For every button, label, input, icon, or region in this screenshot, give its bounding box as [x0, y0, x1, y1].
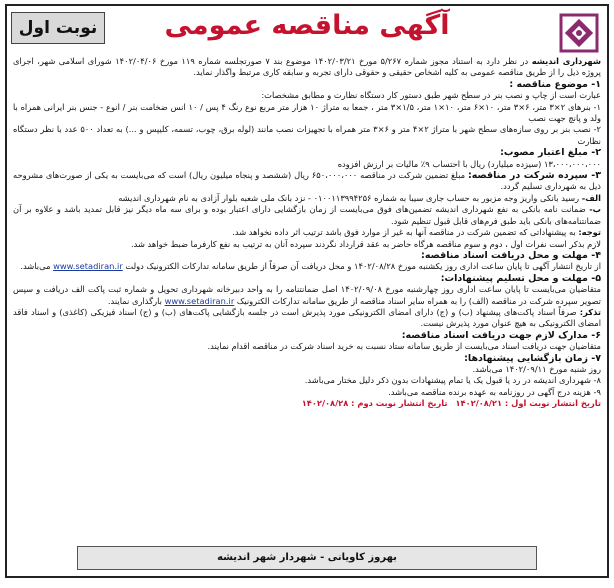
- section-2-text: ۱۳،۰۰۰،۰۰۰،۰۰۰ (سیزده میلیارد) ریال با احتساب ۹٪ مالیات بر ارزش افزوده: [337, 158, 601, 169]
- section-4-text-b: می‌باشد.: [20, 261, 54, 272]
- notice-title: آگهی مناقصه عمومی: [164, 10, 450, 41]
- section-5-note: [13, 307, 601, 330]
- section-3-alef-label: الف-: [581, 192, 601, 203]
- section-3-note-label: توجه:: [578, 227, 601, 238]
- section-5-text-a: متقاضیان می‌بایست تا پایان ساعت اداری روز چهارشنبه مورخ ۱۴۰۲/۰۹/۰۸ اصل ضمانتنامه را به واحد دبیرخانه شهرداری تحویل و شماره ثبت پاکت الف دریافت و سپس تصویر سپرده شرکت در مناقصه (الف) را به همراه سایر اسناد مناقصه از طریق سامانه تدارکات الکترونیک: [13, 284, 601, 306]
- section-6-text: متقاضیان جهت دریافت اسناد می‌بایست از طریق سامانه ستاد نسبت به خرید اسناد شرکت در مناقصه اقدام نمایند.: [207, 341, 601, 352]
- section-1-item-2: ۲- نصب بنر بر روی سازه‌های سطح شهر با متراژ ۲×۴ متر و ۶×۳ متر همراه با تجهیزات نصب مانند (لوله برق، چوب، تسمه، کلیپس و ...) به تعداد ۵۰۰ عدد با نظر دستگاه نظارت: [13, 124, 602, 146]
- section-3-be-label: ب-: [589, 204, 601, 215]
- notice-body: [7, 56, 607, 410]
- section-4-title: ۴- مهلت و محل دریافت اسناد مناقصه:: [421, 249, 601, 261]
- section-3-be: [13, 204, 601, 227]
- section-3-be-text: ضمانت نامه بانکی به نفع شهرداری اندیشه تضمین‌های فوق می‌بایست از زمان بازگشایی دارای اعتبار بوده و برای سه ماه دیگر نیز قابل تمدید باشد و علاوه بر آن ضمانتنامه‌های بانکی باید طبق فرم‌های قابل قبول تنظیم شود.: [13, 204, 601, 226]
- publication-date-1: تاریخ انتشار نوبت اول : ۱۴۰۲/۰۸/۲۱: [455, 398, 601, 409]
- notice-header: [7, 6, 607, 56]
- setadiran-link-2[interactable]: www.setadiran.ir: [164, 295, 235, 306]
- signature-box: [77, 546, 537, 570]
- intro-label: شهرداری اندیشه: [531, 56, 601, 66]
- section-4-text: [13, 261, 601, 272]
- notice-page: [5, 4, 609, 578]
- section-1-title: ۱- موضوع مناقصه :: [509, 78, 601, 90]
- section-5-note-text: صرفاً اسناد پاکت‌های پیشنهاد (ب) و (ج) دارای امضای الکترونیکی مورد پذیرش است در جلسه بازگشایی پاکت‌های (ب) و (ج) اسناد فیزیکی (کاغذی) و اسناد فاقد امضای الکترونیکی به هیچ عنوان مورد پذیرش نیست.: [13, 306, 601, 329]
- section-9-text: ۹- هزینه درج آگهی در روزنامه به عهده برنده مناقصه می‌باشد.: [388, 386, 601, 397]
- setadiran-link[interactable]: www.setadiran.ir: [53, 261, 123, 272]
- section-6-title: ۶- مدارک لازم جهت دریافت اسناد مناقصه:: [401, 329, 601, 341]
- intro-paragraph: [13, 56, 601, 79]
- section-3-note: [13, 227, 601, 238]
- round-badge: نوبت اول: [11, 12, 105, 44]
- section-3-note-2: لازم بذکر است نفرات اول ، دوم و سوم مناقصه هرگاه حاضر به عقد قرارداد نگردند سپرده آنان به ترتیب به نفع کارفرما ضبط خواهد شد.: [130, 238, 601, 249]
- section-2-title: ۲- مبلغ اعتبار مصوب:: [500, 147, 601, 159]
- signature-text: بهروز کاویانی - شهردار شهر اندیشه: [217, 552, 397, 563]
- publication-date-2: تاریخ انتشار نوبت دوم : ۱۴۰۲/۰۸/۲۸: [301, 398, 448, 409]
- section-3-alef-text: رسید بانکی واریز وجه مزبور به حساب جاری سیبا به شماره ۰۱۰۰۱۱۳۹۹۴۲۵۶ - نزد بانک ملی شعبه بلوار آزادی به نام شهرداری اندیشه: [118, 192, 582, 203]
- section-7-title: ۷- زمان بازگشایی پیشنهادها:: [464, 352, 601, 364]
- section-5-text: [13, 284, 601, 307]
- section-3-alef: [13, 193, 601, 204]
- section-3-paragraph: [13, 170, 601, 193]
- section-3-text: مبلغ تضمین شرکت در مناقصه ۶۵۰،۰۰۰،۰۰۰ ریال (ششصد و پنجاه میلیون ریال) است که می‌بایست به یکی از صورت‌های مشروحه ذیل به شهرداری تسلیم گردد.: [13, 170, 601, 192]
- section-5-note-label: تذکر:: [579, 306, 601, 317]
- section-8-text: ۸- شهرداری اندیشه در رد یا قبول یک یا تمام پیشنهادات بدون ذکر دلیل مختار می‌باشد.: [304, 375, 601, 386]
- section-4-text-a: از تاریخ انتشار آگهی تا پایان ساعت اداری روز یکشنبه مورخ ۱۴۰۲/۰۸/۲۸ و محل دریافت آن صرفاً از طریق سامانه تدارکات الکترونیک دولت: [122, 261, 601, 272]
- intro-text: در نظر دارد به استناد مجوز شماره ۵/۲۶۷ مورخ ۱۴۰۲/۰۳/۲۱ موضوع بند ۷ صورتجلسه شماره ۱۱۹ مورخ ۱۴۰۲/۰۴/۰۶ شورای اسلامی شهر، اجرای پروژه ذیل را از طریق مناقصه عمومی به کلیه اشخاص حقیقی و حقوقی دارای تجربه و سابقه کاری مرتبط واگذار نماید.: [13, 56, 601, 78]
- section-7-text: روز شنبه مورخ ۱۴۰۲/۰۹/۱۱ می‌باشد.: [472, 363, 601, 374]
- section-1-sub: عبارت است از چاپ و نصب بنر در سطح شهر طبق دستور کار دستگاه نظارت و مطابق مشخصات:: [261, 90, 601, 101]
- section-1-item-1: ۱- بنرهای ۲×۳ متر، ۶×۳ متر، ۱۰×۶ متر، ۱۰×۱ متر، ۱/۵×۳ متر ، جمعا به متراژ ۱۰ هزار متر مربع نوع رنگ ۴ پس / ۱۰ انس ضخامت بنر / انوع - جنس بنر ایرانی همراه با ولد و پانچ جهت نصب: [13, 101, 601, 124]
- section-3-note-text: به پیشنهاداتی که تضمین شرکت در مناقصه آنها به غیر از موارد فوق باشد ترتیب اثر داده نخواهد شد.: [232, 227, 579, 238]
- publication-dates: [13, 398, 601, 409]
- section-5-title: ۵- مهلت و محل تسلیم پیشنهادات:: [440, 272, 601, 284]
- section-3-title: ۳- سپرده شرکت در مناقصه:: [467, 170, 601, 182]
- section-5-text-b: بارگذاری نمایند.: [107, 295, 165, 306]
